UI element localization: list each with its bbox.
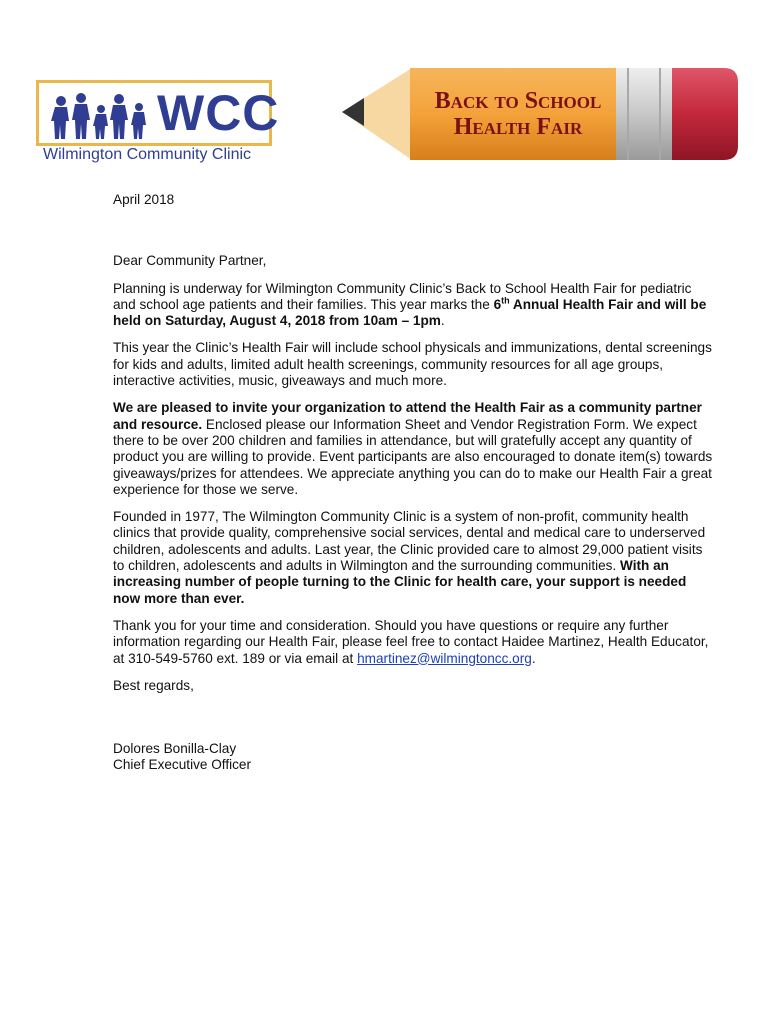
email-link[interactable]: hmartinez@wilmingtoncc.org <box>357 650 532 666</box>
paragraph-contact <box>113 618 713 667</box>
signer-name: Dolores Bonilla-Clay <box>113 741 237 757</box>
paragraph-invitation <box>113 400 713 498</box>
clinic-logo <box>36 80 280 146</box>
contact-end: . <box>531 650 536 666</box>
contact-text: Thank you for your time and consideration. Should you have questions or require any further information regarding our Health Fair, please feel free to contact Haidee Martinez, Health Educator, at 310-549-5760 ext. 189 or via email at <box>113 617 709 666</box>
letter-body <box>113 192 713 774</box>
letter-date: April 2018 <box>113 192 175 207</box>
salutation: Dear Community Partner, <box>113 253 267 269</box>
logo-abbreviation: WCC <box>157 85 280 141</box>
clinic-name: Wilmington Community Clinic <box>43 146 252 163</box>
about-bold: With an increasing number of people turning to the Clinic for health care, your support is needed now more than ever. <box>113 558 687 606</box>
closing: Best regards, <box>113 677 194 693</box>
family-figures-icon <box>49 89 153 141</box>
banner-title <box>400 88 636 140</box>
signer-title: Chief Executive Officer <box>113 757 252 773</box>
intro-event-details: Annual Health Fair and will be held on Saturday, August 4, 2018 from 10am – 1pm <box>113 296 707 329</box>
banner-title-line1: Back to School <box>434 88 602 114</box>
paragraph-activities: This year the Clinic’s Health Fair will include school physicals and immunizations, dental screenings for kids and adults, limited adult health screenings, community resources for all age groups, interactive activities, music, giveaways and much more. <box>113 340 712 389</box>
intro-annual-number: 6 <box>493 296 502 312</box>
intro-ordinal: th <box>501 295 510 306</box>
intro-text: Planning is underway for Wilmington Community Clinic’s Back to School Health Fair for pediatric and school age patients and their families. This year marks the <box>113 280 692 312</box>
paragraph-about <box>113 509 713 607</box>
about-text: Founded in 1977, The Wilmington Community Clinic is a system of non-profit, community health clinics that provide quality, comprehensive social services, dental and medical care to underserved children, adolescents and adults. Last year, the Clinic provided care to almost 29,000 patient visits to children, adolescents and adults in Wilmington and the surrounding communities. <box>113 509 706 574</box>
intro-end: . <box>440 313 445 329</box>
invitation-text: Enclosed please our Information Sheet and Vendor Registration Form. We expect there to be over 200 children and families in attendance, but will gratefully accept any quantity of product you are willing to provide. Event participants are also encouraged to donate item(s) towards giveaways/prizes for attendees. We appreciate anything you can do to make our Health Fair a great experience for those we serve. <box>113 416 713 497</box>
banner-title-line2: Health Fair <box>453 114 583 140</box>
paragraph-intro <box>113 281 713 330</box>
invitation-bold: We are pleased to invite your organization to attend the Health Fair as a community partner and resource. <box>113 400 702 432</box>
